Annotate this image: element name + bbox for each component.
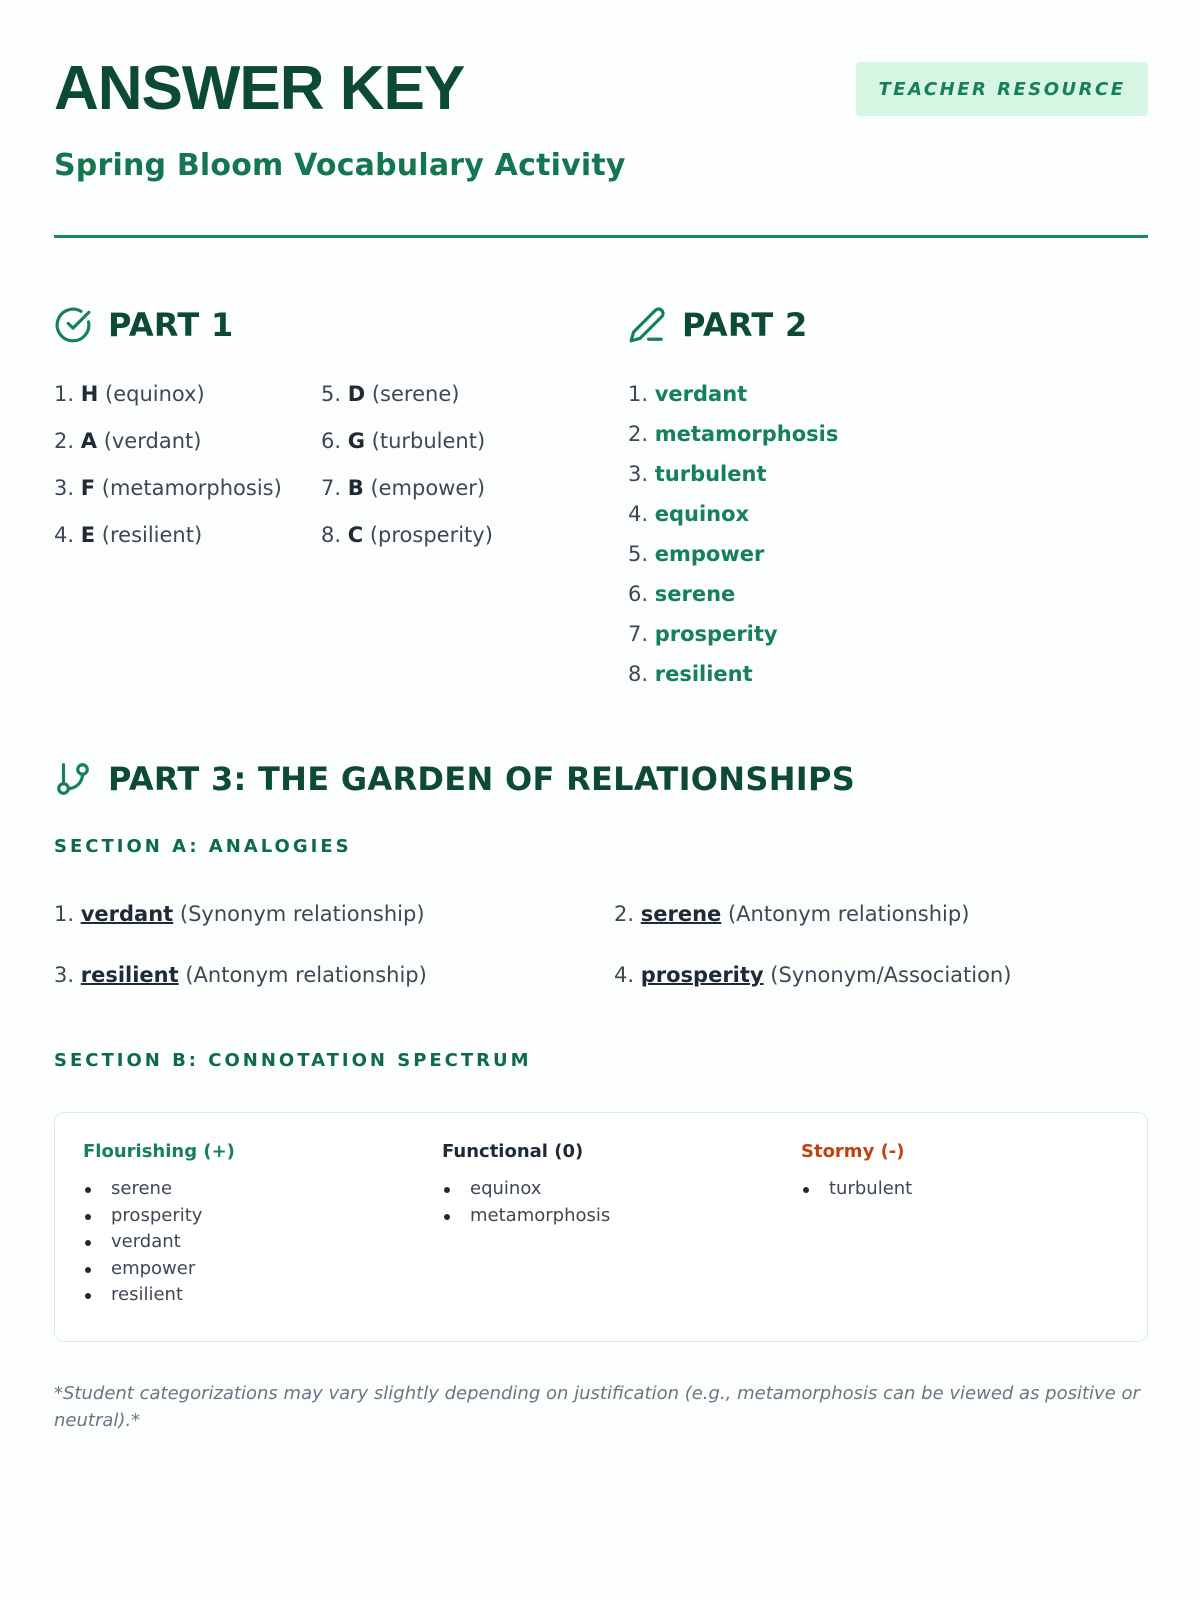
analogy-item: 4. prosperity (Synonym/Association) [614, 963, 1012, 987]
spectrum-column-flourishing [83, 1141, 235, 1309]
connotation-spectrum-card [54, 1112, 1148, 1342]
column-heading: Functional (0) [442, 1141, 584, 1162]
list-item: turbulent [801, 1176, 912, 1203]
part2-title: PART 2 [682, 306, 808, 344]
part2-item: 8. resilient [628, 662, 753, 686]
page-title: ANSWER KEY [54, 54, 465, 123]
part1-item: 8. C (prosperity) [321, 523, 493, 547]
part2-item: 6. serene [628, 582, 736, 606]
git-branch-icon [54, 760, 92, 798]
part1-title: PART 1 [108, 306, 234, 344]
list-item: prosperity [83, 1203, 235, 1230]
header-divider [54, 235, 1148, 238]
analogy-item: 3. resilient (Antonym relationship) [54, 963, 427, 987]
section-a-label: SECTION A: ANALOGIES [54, 836, 352, 857]
part2-item: 1. verdant [628, 382, 748, 406]
footnote: *Student categorizations may vary slightly depending on justification (e.g., metamorphosis can be viewed as positive or neutral).* [54, 1383, 1140, 1431]
part2-item: 5. empower [628, 542, 765, 566]
part1-item: 5. D (serene) [321, 382, 460, 406]
column-heading: Flourishing (+) [83, 1141, 235, 1162]
part2-item: 4. equinox [628, 502, 750, 526]
answer-key-page [54, 0, 1148, 1600]
word-list [442, 1176, 610, 1229]
list-item: equinox [442, 1176, 610, 1203]
list-item: metamorphosis [442, 1203, 610, 1230]
section-b-label: SECTION B: CONNOTATION SPECTRUM [54, 1050, 532, 1071]
part2-heading [628, 306, 808, 344]
spectrum-column-stormy [801, 1141, 912, 1203]
teacher-resource-badge: TEACHER RESOURCE [856, 62, 1148, 116]
column-heading: Stormy (-) [801, 1141, 905, 1162]
part1-item: 1. H (equinox) [54, 382, 205, 406]
part1-heading [54, 306, 234, 344]
list-item: empower [83, 1256, 235, 1283]
analogy-item: 1. verdant (Synonym relationship) [54, 902, 425, 926]
word-list [801, 1176, 912, 1203]
part1-item: 4. E (resilient) [54, 523, 203, 547]
word-list [83, 1176, 235, 1309]
page-subtitle: Spring Bloom Vocabulary Activity [54, 148, 626, 183]
list-item: resilient [83, 1282, 235, 1309]
part2-item: 2. metamorphosis [628, 422, 839, 446]
part3-heading [54, 760, 855, 798]
analogy-item: 2. serene (Antonym relationship) [614, 902, 970, 926]
check-circle-icon [54, 306, 92, 344]
part2-item: 7. prosperity [628, 622, 778, 646]
part1-item: 3. F (metamorphosis) [54, 476, 282, 500]
part3-title: PART 3: THE GARDEN OF RELATIONSHIPS [108, 760, 856, 798]
spectrum-column-functional [442, 1141, 610, 1229]
list-item: verdant [83, 1229, 235, 1256]
pencil-icon [628, 306, 666, 344]
part2-item: 3. turbulent [628, 462, 767, 486]
part1-item: 6. G (turbulent) [321, 429, 486, 453]
part1-item: 2. A (verdant) [54, 429, 202, 453]
part1-item: 7. B (empower) [321, 476, 486, 500]
list-item: serene [83, 1176, 235, 1203]
